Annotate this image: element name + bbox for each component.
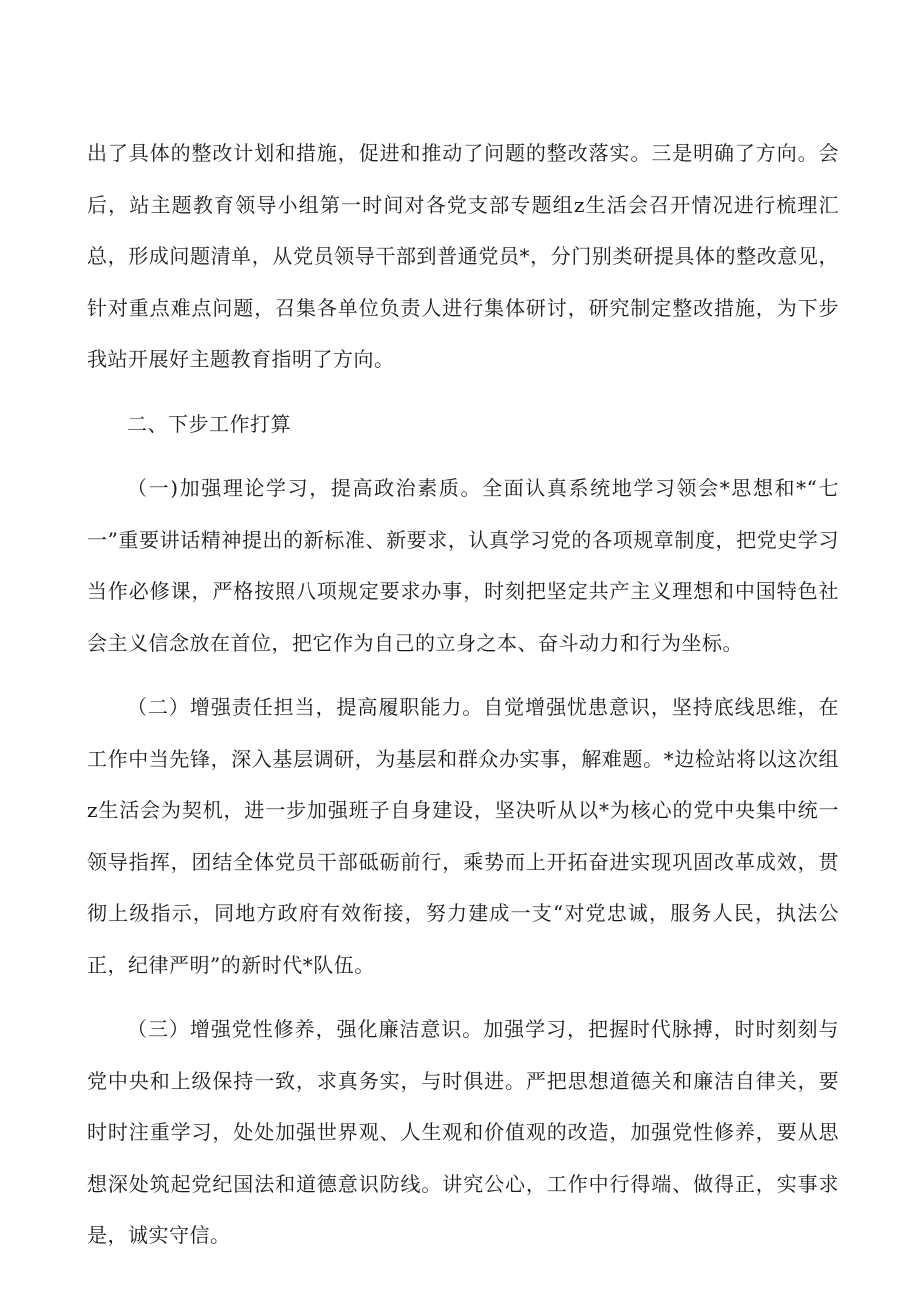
paragraph-item-two: （二）增强责任担当，提高履职能力。自觉增强忧患意识，坚持底线思维，在工作中当先锋，深入基层调研，为基层和群众办实事，解难题。*边检站将以这次组z生活会为契机，进一步加强班子自身建设，坚决听从以*为核心的党中央集中统一领导指挥，团结全体党员干部砥砺前行，乘势而上开拓奋进实现巩固改革成效，贯彻上级指示，同地方政府有效衔接，努力建成一支“对党忠诚，服务人民，执法公正，纪律严明”的新时代*队伍。 <box>87 695 839 977</box>
paragraph-continuation: 出了具体的整改计划和措施，促进和推动了问题的整改落实。三是明确了方向。会后，站主题教育领导小组第一时间对各党支部专题组z生活会召开情况进行梳理汇总，形成问题清单，从党员领导干部到普通党员*，分门别类研提具体的整改意见，针对重点难点问题，召集各单位负责人进行集体研讨，研究制定整改措施，为下步我站开展好主题教育指明了方向。 <box>87 141 839 371</box>
paragraph-item-three: （三）增强党性修养，强化廉洁意识。加强学习，把握时代脉搏，时时刻刻与党中央和上级保持一致，求真务实，与时俱进。严把思想道德关和廉洁自律关，要时时注重学习，处处加强世界观、人生观和价值观的改造，加强党性修养，要从思想深处筑起党纪国法和道德意识防线。讲究公心，工作中行得端、做得正，实事求是，诚实守信。 <box>87 1017 839 1247</box>
paragraph-item-one: （一)加强理论学习，提高政治素质。全面认真系统地学习领会*思想和*“七一”重要讲话精神提出的新标准、新要求，认真学习党的各项规章制度，把党史学习当作必修课，严格按照八项规定要求办事，时刻把坚定共产主义理想和中国特色社会主义信念放在首位，把它作为自己的立身之本、奋斗动力和行为坐标。 <box>87 476 839 655</box>
section-heading: 二、下步工作打算 <box>127 411 291 436</box>
document-body <box>87 128 839 1262</box>
